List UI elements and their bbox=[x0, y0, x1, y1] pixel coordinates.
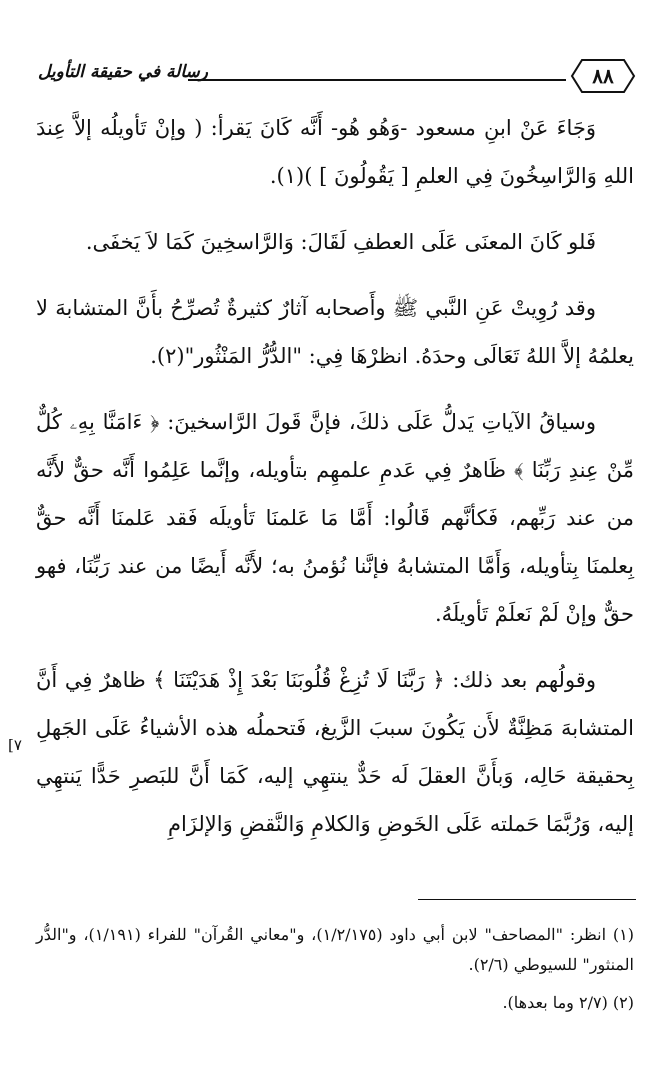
footnotes bbox=[36, 920, 634, 1026]
page-number-badge bbox=[570, 58, 636, 94]
running-title: رسالة في حقيقة التأويل bbox=[38, 62, 208, 82]
page-number: ٨٨ bbox=[592, 64, 614, 88]
paragraph-3: وقد رُوِيتْ عَنِ النَّبي ﷺ وأَصحابه آثارٌ كثيرةٌ تُصرِّحُ بأَنَّ المتشابهَ لا يعلمُهُ إلاَّ اللهُ تَعَالَى وحدَهُ. انظرْهَا فِي: "الدُّرُّ المَنْثُور"(٢). bbox=[36, 296, 634, 368]
manuscript-folio-note: [٧ bbox=[8, 736, 22, 754]
paragraph-4: وسياقُ الآياتِ يَدلُّ عَلَى ذلكَ، فإنَّ قَولَ الرَّاسخينَ: ﴿ ءَامَنَّا بِهِۦ كُلٌّ مِّنْ عِندِ رَبِّنَا ﴾ ظَاهرٌ فِي عَدمِ علمهِم بتأويله، وإنَّما عَلِمُوا أَنَّه حقٌّ لأَنَّه من عند رَبِّهم، فَكأنَّهم قَالُوا: أَمَّا مَا عَلمنَا تَأويلَه فَقد عَلمنَا أَنَّه حقٌّ بِعلمنَا بِتأويله، وَأَمَّا المتشابهُ فإنَّنا نُؤمنُ به؛ لأَنَّه أَيضًا من عند رَبِّنَا، فهو حقٌّ وإنْ لَمْ نَعلَمْ تَأويلَهُ. bbox=[36, 410, 634, 626]
header-rule bbox=[188, 79, 566, 81]
footnote-2: (٢) (٢/٧ وما بعدها). bbox=[502, 993, 634, 1012]
paragraph-1: وَجَاءَ عَنْ ابنِ مسعود -وَهُو هُو- أَنَّه كَانَ يَقرأ: ( وإنْ تَأويلُه إلاَّ عِندَ اللهِ وَالرَّاسِخُونَ فِي العلمِ [ يَقُولُونَ ] )(١). bbox=[36, 116, 634, 188]
paragraph-5: وقولُهم بعد ذلك: ﴿ رَبَّنَا لَا تُزِغْ قُلُوبَنَا بَعْدَ إِذْ هَدَيْتَنَا ﴾ ظاهرٌ فِي أَنَّ المتشابهَ مَظِنَّةٌ لأَن يَكُونَ سببَ الزَّيغ، فَتحملُه هذه الأشياءُ عَلَى الجَهلِ بِحقيقة حَالِه، وَبأَنَّ العقلَ لَه حَدٌّ ينتهِي إليه، كَمَا أَنَّ للبَصرِ حَدًّا يَنتهِي إليه، وَرُبَّمَا حَملته عَلَى الخَوضِ وَالكلامِ وَالنَّقضِ وَالإلزَامِ bbox=[36, 668, 634, 836]
footnote-1: (١) انظر: "المصاحف" لابن أبي داود (١/٢/١٧٥)، و"معاني القُرآن" للفراء (١/١٩١)، و"الدُّر المنثور" للسيوطي (٢/٦). bbox=[36, 925, 635, 974]
page-header bbox=[36, 56, 636, 98]
footnote-separator bbox=[418, 899, 636, 900]
main-text bbox=[36, 104, 634, 866]
paragraph-2: فَلو كَانَ المعنَى عَلَى العطفِ لَقَالَ: وَالرَّاسخِينَ كَمَا لاَ يَخفَى. bbox=[85, 230, 596, 254]
